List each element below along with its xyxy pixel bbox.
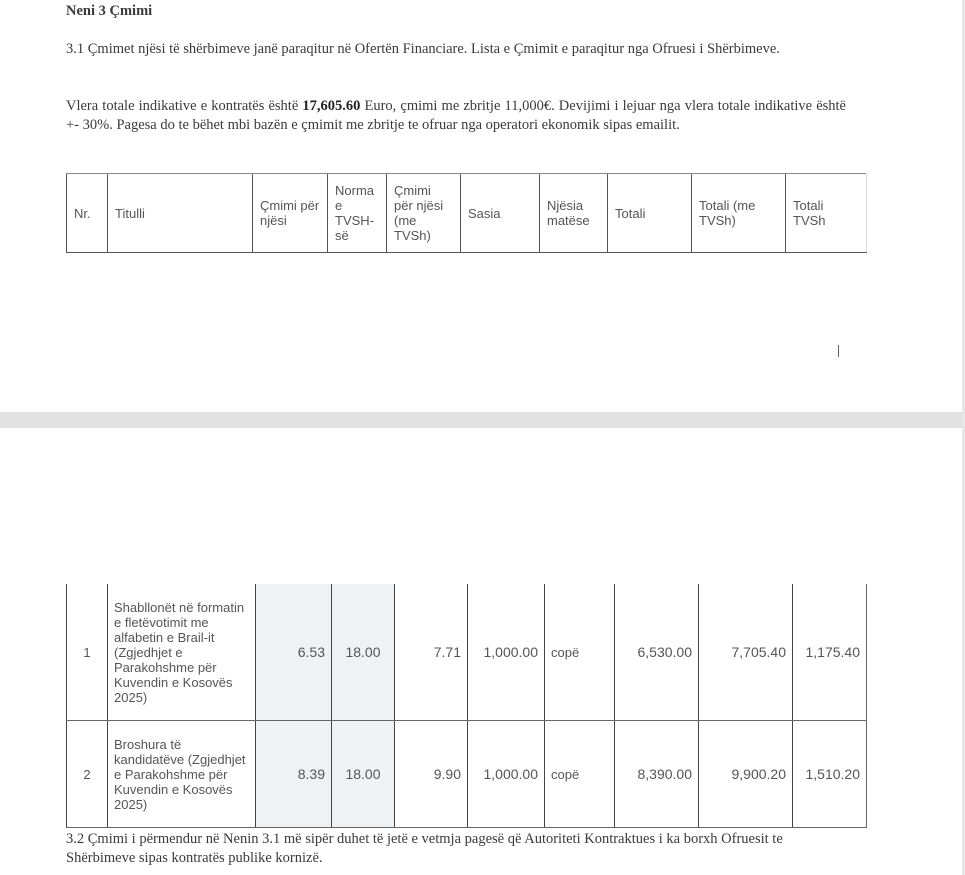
cell-unit: copë (545, 721, 615, 828)
cell-quantity: 1,000.00 (468, 721, 545, 828)
price-table-body (66, 584, 867, 828)
cell-vat-rate: 18.00 (332, 584, 395, 721)
article-heading: Neni 3 Çmimi (66, 3, 153, 19)
cell-unit-price: 6.53 (256, 584, 332, 721)
stray-mark (838, 345, 839, 357)
col-header-unit-price-vat: Çmimi për njësi (me TVSh) (387, 174, 461, 253)
paragraph-total-value (66, 97, 846, 135)
total-value: 17,605.60 (302, 98, 361, 114)
paragraph-3-2: 3.2 Çmimi i përmendur në Nenin 3.1 më sipër duhet të jetë e vetmja pagesë që Autoriteti Kontraktues i ka borxh Ofruesit te Shërbimeve sipas kontratës publike kornizë. (66, 831, 783, 866)
cell-nr: 2 (67, 721, 108, 828)
cell-unit-price: 8.39 (256, 721, 332, 828)
page-break (0, 412, 962, 428)
col-header-total: Totali (608, 174, 692, 253)
cell-unit-price-vat: 7.71 (395, 584, 468, 721)
cell-total-vat-incl: 9,900.20 (699, 721, 793, 828)
col-header-nr: Nr. (67, 174, 108, 253)
col-header-total-vat: Totali TVSh (786, 174, 867, 253)
paragraph-suffix: Euro, çmimi me zbritje 11,000€. Devijimi i lejuar nga vlera totale indikative është +- 30%. Pagesa do te bëhet mbi bazën e çmimit me zbritje te ofruar nga operatori ekonomik sipas emailit. (66, 98, 846, 133)
table-row (67, 721, 867, 828)
paragraph-3-1: 3.1 Çmimet njësi të shërbimeve janë paraqitur në Ofertën Financiare. Lista e Çmimit e paraqitur nga Ofruesi i Shërbimeve. (66, 41, 780, 57)
cell-title: Shabllonët në formatin e fletëvotimit me alfabetin e Brail-it (Zgjedhjet e Parakohshme për Kuvendin e Kosovës 2025) (108, 584, 256, 721)
col-header-unit-price: Çmimi për njësi (253, 174, 328, 253)
header-row (67, 174, 867, 253)
table-row (67, 584, 867, 721)
cell-total-vat: 1,510.20 (793, 721, 867, 828)
cell-total-vat-incl: 7,705.40 (699, 584, 793, 721)
col-header-quantity: Sasia (461, 174, 540, 253)
paragraph-prefix: Vlera totale indikative e kontratës është (66, 98, 303, 114)
cell-unit: copë (545, 584, 615, 721)
cell-title: Broshura të kandidatëve (Zgjedhjet e Parakohshme për Kuvendin e Kosovës 2025) (108, 721, 256, 828)
col-header-total-vat-incl: Totali (me TVSh) (692, 174, 786, 253)
col-header-unit: Njësia matëse (540, 174, 608, 253)
cell-nr: 1 (67, 584, 108, 721)
price-table-header (66, 173, 867, 253)
cell-total-vat: 1,175.40 (793, 584, 867, 721)
col-header-title: Titulli (108, 174, 253, 253)
cell-total: 8,390.00 (615, 721, 699, 828)
cell-total: 6,530.00 (615, 584, 699, 721)
cell-vat-rate: 18.00 (332, 721, 395, 828)
cell-unit-price-vat: 9.90 (395, 721, 468, 828)
col-header-vat-rate: Norma e TVSH-së (328, 174, 387, 253)
cell-quantity: 1,000.00 (468, 584, 545, 721)
